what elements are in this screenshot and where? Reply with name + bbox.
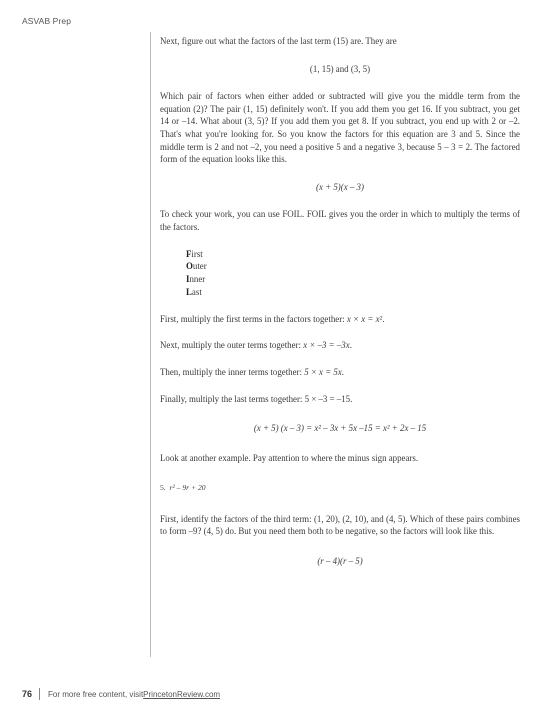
foil-item-outer: Outer bbox=[186, 261, 207, 272]
foil-item-first: First bbox=[186, 248, 203, 259]
step-inner-terms: Then, multiply the inner terms together: 5 × x = 5x. bbox=[160, 366, 345, 377]
example-problem: 5. r² – 9r + 20 bbox=[160, 483, 206, 493]
step-first-terms: First, multiply the first terms in the factors together: x × x = x². bbox=[160, 313, 385, 324]
paragraph-another-example: Look at another example. Pay attention to where the minus sign appears. bbox=[160, 452, 419, 463]
step-outer-terms: Next, multiply the outer terms together: x × –3 = –3x. bbox=[160, 340, 352, 351]
paragraph-identify-factors: First, identify the factors of the third term: (1, 20), (2, 10), and (4, 5). Which of these pairs combines to form –9? (4, 5) do. But you need them both to be negative, so the factors will look like this. bbox=[160, 513, 520, 537]
factored-equation-expr: (x + 5)(x – 3) bbox=[316, 181, 364, 192]
page-content bbox=[160, 35, 520, 568]
foil-list bbox=[186, 248, 520, 299]
running-header: ASVAB Prep bbox=[22, 16, 72, 26]
paragraph-pair-analysis: Which pair of factors when either added or subtracted will give you the middle term from the equation (2)? The pair (1, 15) definitely won't. If you add them you get 16. If you subtract, you get 14 or –14. What about (3, 5)? If you add them you get 8. If you subtract, you end up with 2 or –2. That's what you're looking for. So you know the factors for this equation are 3 and 5. Since the middle term is 2 and not –2, you need a positive 5 and a negative 3, because 5 – 3 = 2. The factored form of the equation looks like this. bbox=[160, 91, 520, 165]
footer-text: For more free content, visit bbox=[48, 689, 144, 699]
step-last-terms: Finally, multiply the last terms together: 5 × –3 = –15. bbox=[160, 393, 353, 404]
example-factored-equation: (r – 4)(r – 5) bbox=[317, 556, 363, 567]
foil-result-equation: (x + 5) (x – 3) = x² – 3x + 5x –15 = x² + 2x – 15 bbox=[253, 423, 427, 434]
foil-item-inner: Inner bbox=[186, 274, 206, 285]
factor-pairs: (1, 15) and (3, 5) bbox=[309, 63, 371, 74]
column-rule bbox=[150, 32, 151, 657]
footer-divider bbox=[39, 688, 40, 700]
page-number: 76 bbox=[22, 689, 33, 699]
princeton-review-link[interactable]: PrincetonReview.com bbox=[143, 689, 221, 699]
paragraph-factors-intro: Next, figure out what the factors of the last term (15) are. They are bbox=[160, 36, 397, 46]
foil-item-last: Last bbox=[186, 286, 202, 297]
factored-equation bbox=[160, 181, 520, 194]
page-footer bbox=[22, 688, 220, 700]
paragraph-foil-intro: To check your work, you can use FOIL. FOIL gives you the order in which to multiply the terms of the factors. bbox=[160, 209, 520, 232]
